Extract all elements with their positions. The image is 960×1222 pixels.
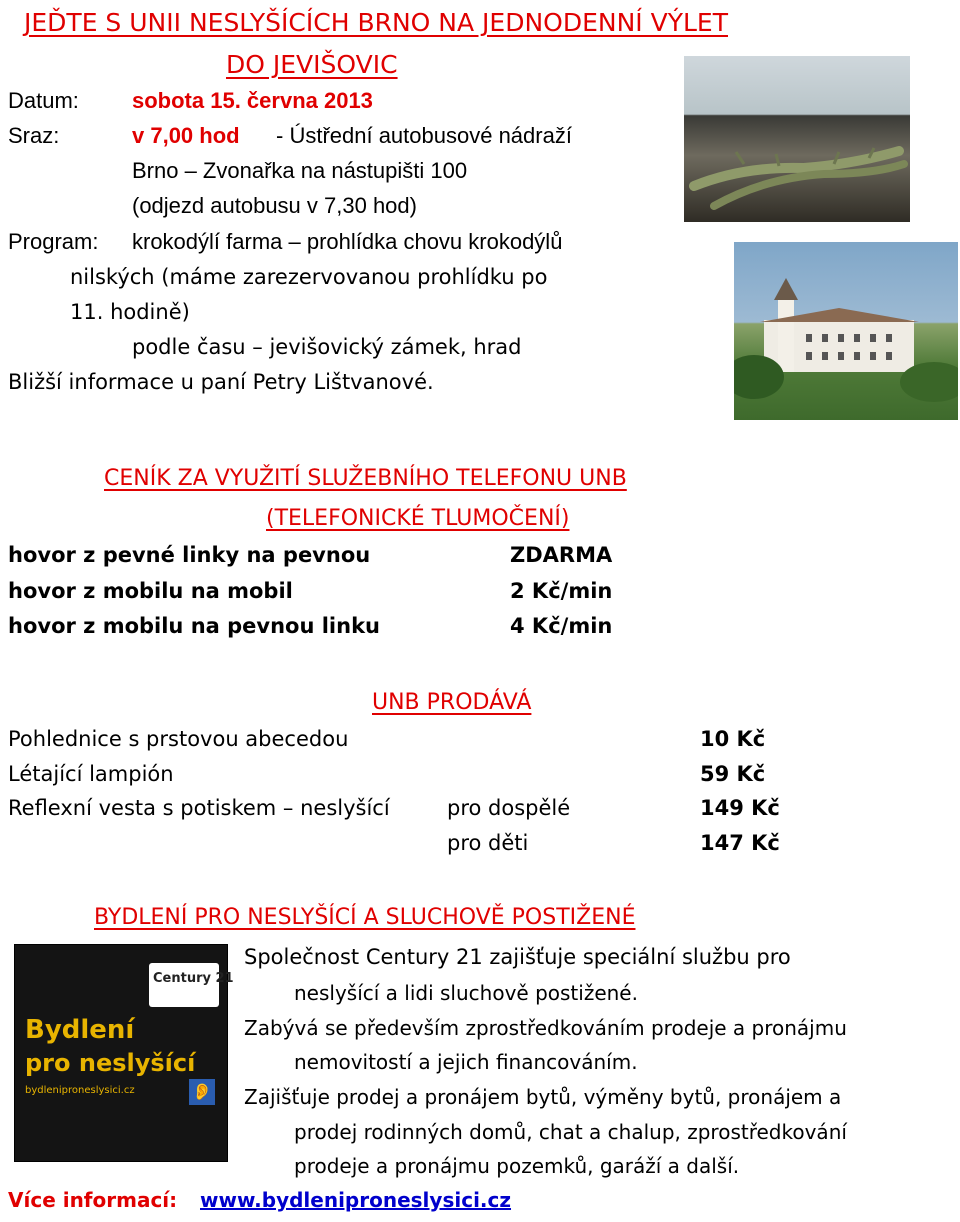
ad-heading-line1: Bydlení [25, 1015, 135, 1045]
phone-row-label: hovor z pevné linky na pevnou [8, 543, 371, 567]
info-line: Bližší informace u paní Petry Lištvanové. [8, 370, 434, 394]
program-line1: krokodýlí farma – prohlídka chovu krokodýlů [132, 229, 563, 254]
shop-title: UNB PRODÁVÁ [372, 690, 532, 715]
phone-title-line1: CENÍK ZA VYUŽITÍ SLUŽEBNÍHO TELEFONU UNB [104, 466, 627, 491]
housing-p3-line1: Zajišťuje prodej a pronájem bytů, výměny bytů, pronájem a [244, 1085, 842, 1109]
shop-item-postcard: Pohlednice s prstovou abecedou [8, 727, 349, 751]
housing-p1-line2: neslyšící a lidi sluchově postižené. [294, 981, 638, 1005]
meet-label: Sraz: [8, 123, 60, 148]
ad-url: bydleniproneslysici.cz [25, 1085, 135, 1096]
more-info-label: Více informací: [8, 1188, 178, 1212]
crocodile-photo [684, 56, 910, 222]
housing-ad-image [14, 944, 234, 1162]
castle-photo [734, 242, 958, 420]
housing-p1-line1: Společnost Century 21 zajišťuje speciální službu pro [244, 945, 791, 969]
shop-variant-adult: pro dospělé [447, 796, 571, 820]
meet-place: - Ústřední autobusové nádraží [276, 123, 572, 148]
meet-time: v 7,00 hod [132, 123, 240, 148]
hearing-impaired-icon: 👂 [189, 1079, 215, 1105]
shop-price-lantern: 59 Kč [700, 762, 766, 786]
phone-row-price: 2 Kč/min [510, 579, 613, 603]
century21-brand: Century 21 [153, 971, 234, 986]
trip-title-line2: DO JEVIŠOVIC [226, 50, 398, 79]
shop-item-lantern: Létající lampión [8, 762, 174, 786]
phone-row-price: ZDARMA [510, 543, 613, 567]
program-label: Program: [8, 229, 99, 254]
more-info-link[interactable]: www.bydleniproneslysici.cz [200, 1188, 512, 1212]
housing-p2-line1: Zabývá se především zprostředkováním prodeje a pronájmu [244, 1016, 847, 1040]
shop-item-vest: Reflexní vesta s potiskem – neslyšící [8, 796, 390, 820]
program-line4: podle času – jevišovický zámek, hrad [132, 335, 522, 359]
phone-row-price: 4 Kč/min [510, 614, 613, 638]
shop-variant-child: pro děti [447, 831, 529, 855]
date-label: Datum: [8, 88, 79, 113]
meet-place-line3: (odjezd autobusu v 7,30 hod) [132, 193, 417, 218]
program-line2: nilských (máme zarezervovanou prohlídku po [70, 265, 548, 289]
shop-price-vest-adult: 149 Kč [700, 796, 780, 820]
program-line3: 11. hodině) [70, 300, 190, 324]
shop-price-vest-child: 147 Kč [700, 831, 780, 855]
century21-logo [149, 963, 234, 1007]
housing-p3-line3: prodeje a pronájmu pozemků, garáží a další. [294, 1154, 740, 1178]
phone-row-label: hovor z mobilu na pevnou linku [8, 614, 380, 638]
housing-title: BYDLENÍ PRO NESLYŠÍCÍ A SLUCHOVĚ POSTIŽENÉ [94, 905, 636, 930]
phone-title-line2: (TELEFONICKÉ TLUMOČENÍ) [266, 506, 570, 531]
housing-p2-line2: nemovitostí a jejich financováním. [294, 1050, 638, 1074]
date-value: sobota 15. června 2013 [132, 88, 373, 113]
ad-heading-line2: pro neslyšící [25, 1049, 196, 1077]
shop-price-postcard: 10 Kč [700, 727, 766, 751]
meet-place-line2: Brno – Zvonařka na nástupišti 100 [132, 158, 468, 183]
housing-p3-line2: prodej rodinných domů, chat a chalup, zprostředkování [294, 1120, 847, 1144]
phone-row-label: hovor z mobilu na mobil [8, 579, 293, 603]
trip-title-line1: JEĎTE S UNII NESLYŠÍCÍCH BRNO NA JEDNODENNÍ VÝLET [24, 8, 728, 37]
